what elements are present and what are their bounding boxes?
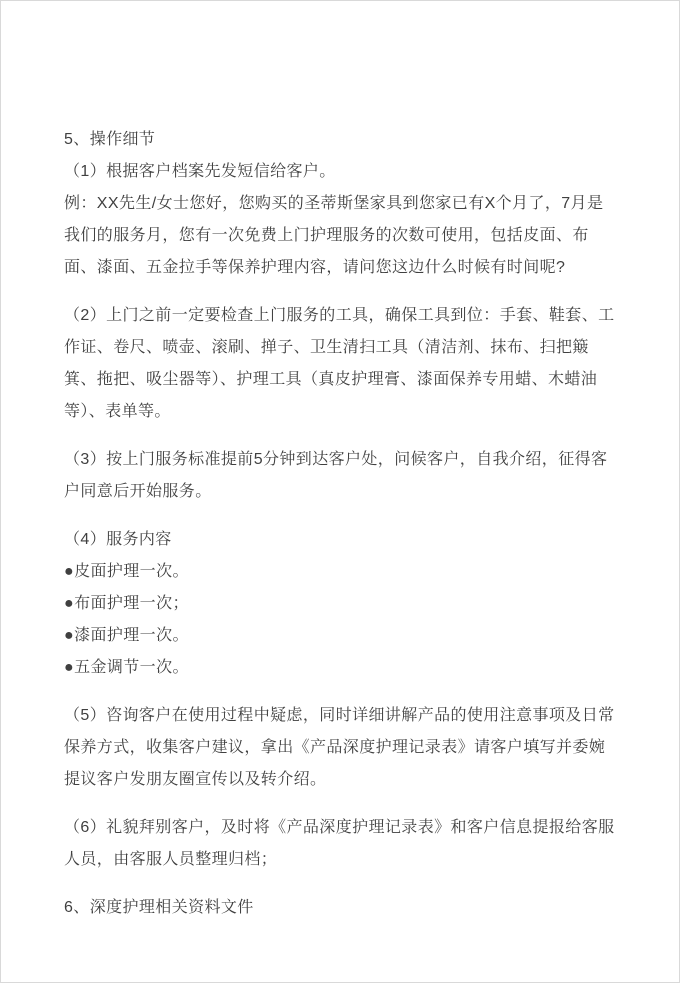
bullet-item: ●布面护理一次； [64, 595, 189, 612]
document-body [1, 1, 679, 924]
paragraph: （5）咨询客户在使用过程中疑虑，同时详细讲解产品的使用注意事项及日常保养方式，收集客户建议，拿出《产品深度护理记录表》请客户填写并委婉提议客户发朋友圈宣传以及转介绍。 [64, 707, 615, 788]
bullet-item: ●五金调节一次。 [64, 659, 189, 676]
bullet-item: ●漆面护理一次。 [64, 627, 189, 644]
paragraph: （2）上门之前一定要检查上门服务的工具，确保工具到位：手套、鞋套、工作证、卷尺、喷壶、滚刷、掸子、卫生清扫工具（清洁剂、抹布、扫把簸箕、拖把、吸尘器等）、护理工具（真皮护理膏、漆面保养专用蜡、木蜡油等）、表单等。 [64, 307, 615, 420]
section-heading: 5、操作细节 [64, 131, 156, 148]
bullet-item: ●皮面护理一次。 [64, 563, 189, 580]
paragraph: （4）服务内容 [64, 531, 172, 548]
paragraph: （6）礼貌拜别客户，及时将《产品深度护理记录表》和客户信息提报给客服人员，由客服人员整理归档； [64, 819, 615, 868]
section-heading: 6、深度护理相关资料文件 [64, 899, 254, 916]
paragraph: （3）按上门服务标准提前5分钟到达客户处，问候客户，自我介绍，征得客户同意后开始服务。 [64, 451, 608, 500]
paragraph: （1）根据客户档案先发短信给客户。 [64, 163, 336, 180]
paragraph: 例：XX先生/女士您好，您购买的圣蒂斯堡家具到您家已有X个月了，7月是我们的服务月，您有一次免费上门护理服务的次数可使用，包括皮面、布面、漆面、五金拉手等保养护理内容，请问您这边什么时候有时间呢? [64, 195, 604, 276]
